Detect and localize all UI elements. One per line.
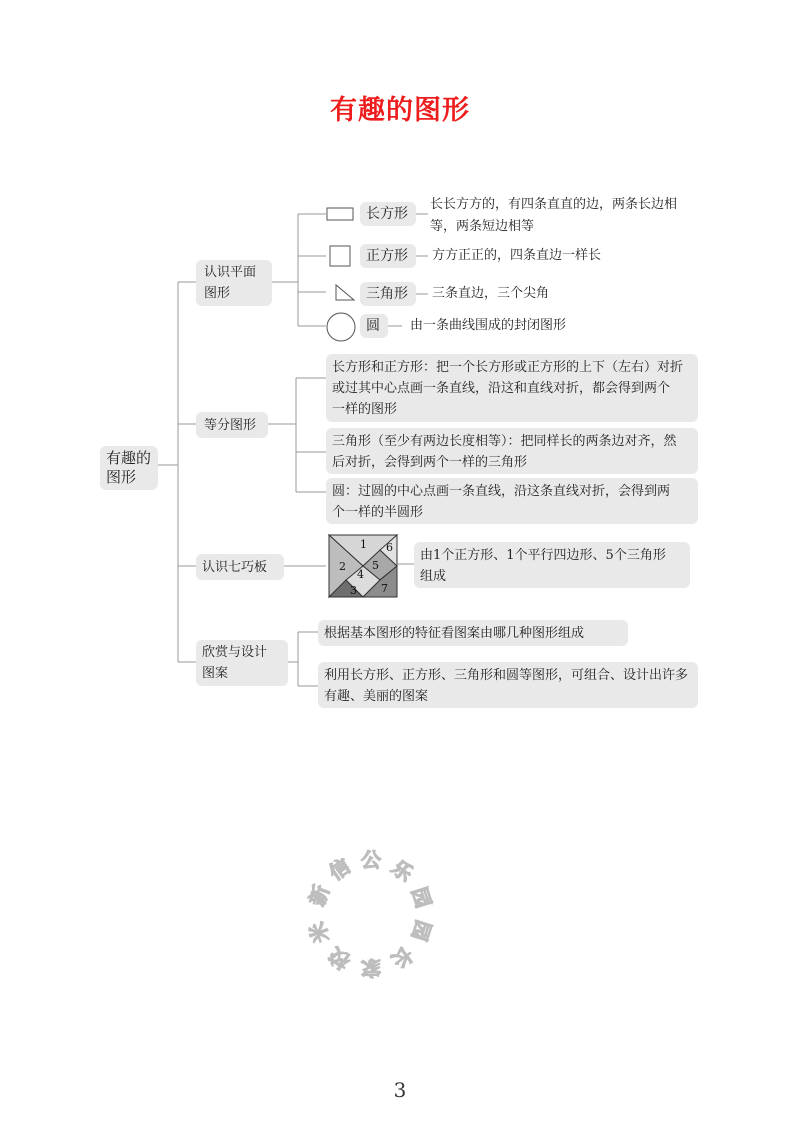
watermark-char: 米 — [304, 918, 334, 947]
tangram-label: 5 — [372, 559, 379, 572]
circle-icon — [327, 313, 355, 341]
tangram-label: 3 — [350, 584, 357, 597]
item-line: 长方形和正方形：把一个长方形或正方形的上下（左右）对折 — [332, 360, 684, 375]
shape-name-circle: 圆 — [360, 314, 388, 338]
tangram-label: 6 — [386, 541, 393, 554]
division-item-rect-square — [326, 354, 698, 422]
item-line: 有趣、美丽的图案 — [324, 689, 429, 704]
watermark-char: 校 — [324, 942, 355, 975]
branch-design-patterns — [196, 640, 288, 686]
watermark-char: 乐 — [387, 855, 418, 887]
item-line: 或过其中心点画一条直线，沿这和直线对折，都会得到两个 — [332, 381, 671, 396]
root-label-line: 有趣的 — [106, 449, 152, 467]
watermark-char: 家 — [360, 955, 382, 981]
tangram-label: 2 — [339, 560, 346, 573]
watermark-char: 信 — [324, 853, 355, 886]
page-number: 3 — [393, 1078, 407, 1102]
branch-label-line: 认识平面 — [204, 265, 257, 280]
desc-line: 组成 — [420, 569, 447, 584]
shape-name-square: 正方形 — [360, 244, 416, 268]
item-line: 三角形（至少有两边长度相等）：把同样长的两条边对齐，然 — [332, 434, 677, 449]
branch-tangram: 认识七巧板 — [196, 554, 284, 580]
shape-name-triangle: 三角形 — [360, 282, 416, 306]
watermark-char: 园 — [406, 917, 436, 944]
branch-plane-shapes — [196, 260, 272, 306]
tangram-description — [414, 542, 690, 588]
division-item-triangle — [326, 428, 698, 474]
root-label-line: 图形 — [106, 468, 137, 486]
desc-line: 由1个正方形、1个平行四边形、5个三角形 — [420, 548, 666, 563]
tangram-label: 1 — [360, 538, 367, 551]
branch-label-line: 图形 — [204, 286, 231, 301]
mindmap-root — [100, 446, 158, 490]
triangle-icon — [336, 285, 354, 300]
square-icon — [330, 246, 350, 266]
shape-desc-square: 方方正正的，四条直边一样长 — [432, 248, 602, 263]
branch-label-line: 欣赏与设计 — [202, 645, 268, 660]
branch-equal-division: 等分图形 — [196, 412, 268, 438]
item-line: 圆：过圆的中心点画一条直线，沿这条直线对折，会得到两 — [332, 484, 671, 499]
design-item-analyze: 根据基本图形的特征看图案由哪几种图形组成 — [318, 620, 628, 646]
division-item-circle — [326, 478, 698, 524]
tangram-label: 7 — [381, 582, 388, 595]
item-line: 后对折，会得到两个一样的三角形 — [332, 455, 528, 470]
design-item-create — [318, 662, 698, 708]
rectangle-icon — [327, 208, 353, 220]
branch-label-line: 图案 — [202, 666, 229, 681]
shape-desc-triangle: 三条直边，三个尖角 — [432, 286, 550, 301]
watermark-char: 园 — [406, 884, 436, 911]
watermark-char: 长 — [387, 941, 418, 973]
tangram-label: 4 — [357, 568, 364, 581]
watermark-seal — [300, 842, 440, 982]
shape-desc-circle: 由一条曲线围成的封闭图形 — [410, 318, 567, 333]
item-line: 利用长方形、正方形、三角形和圆等图形，可组合、设计出许多 — [324, 668, 689, 683]
item-line: 一样的图形 — [332, 402, 398, 417]
watermark-char: 新 — [304, 881, 334, 910]
item-line: 个一样的半圆形 — [332, 505, 424, 520]
desc-line: 长长方方的，有四条直直的边，两条长边相 — [430, 197, 678, 212]
shape-name-rectangle: 长方形 — [360, 202, 416, 226]
desc-line: 等，两条短边相等 — [430, 219, 535, 234]
shape-desc-rectangle — [430, 194, 710, 238]
page-title: 有趣的图形 — [330, 95, 470, 126]
watermark-char: 公 — [360, 847, 382, 873]
